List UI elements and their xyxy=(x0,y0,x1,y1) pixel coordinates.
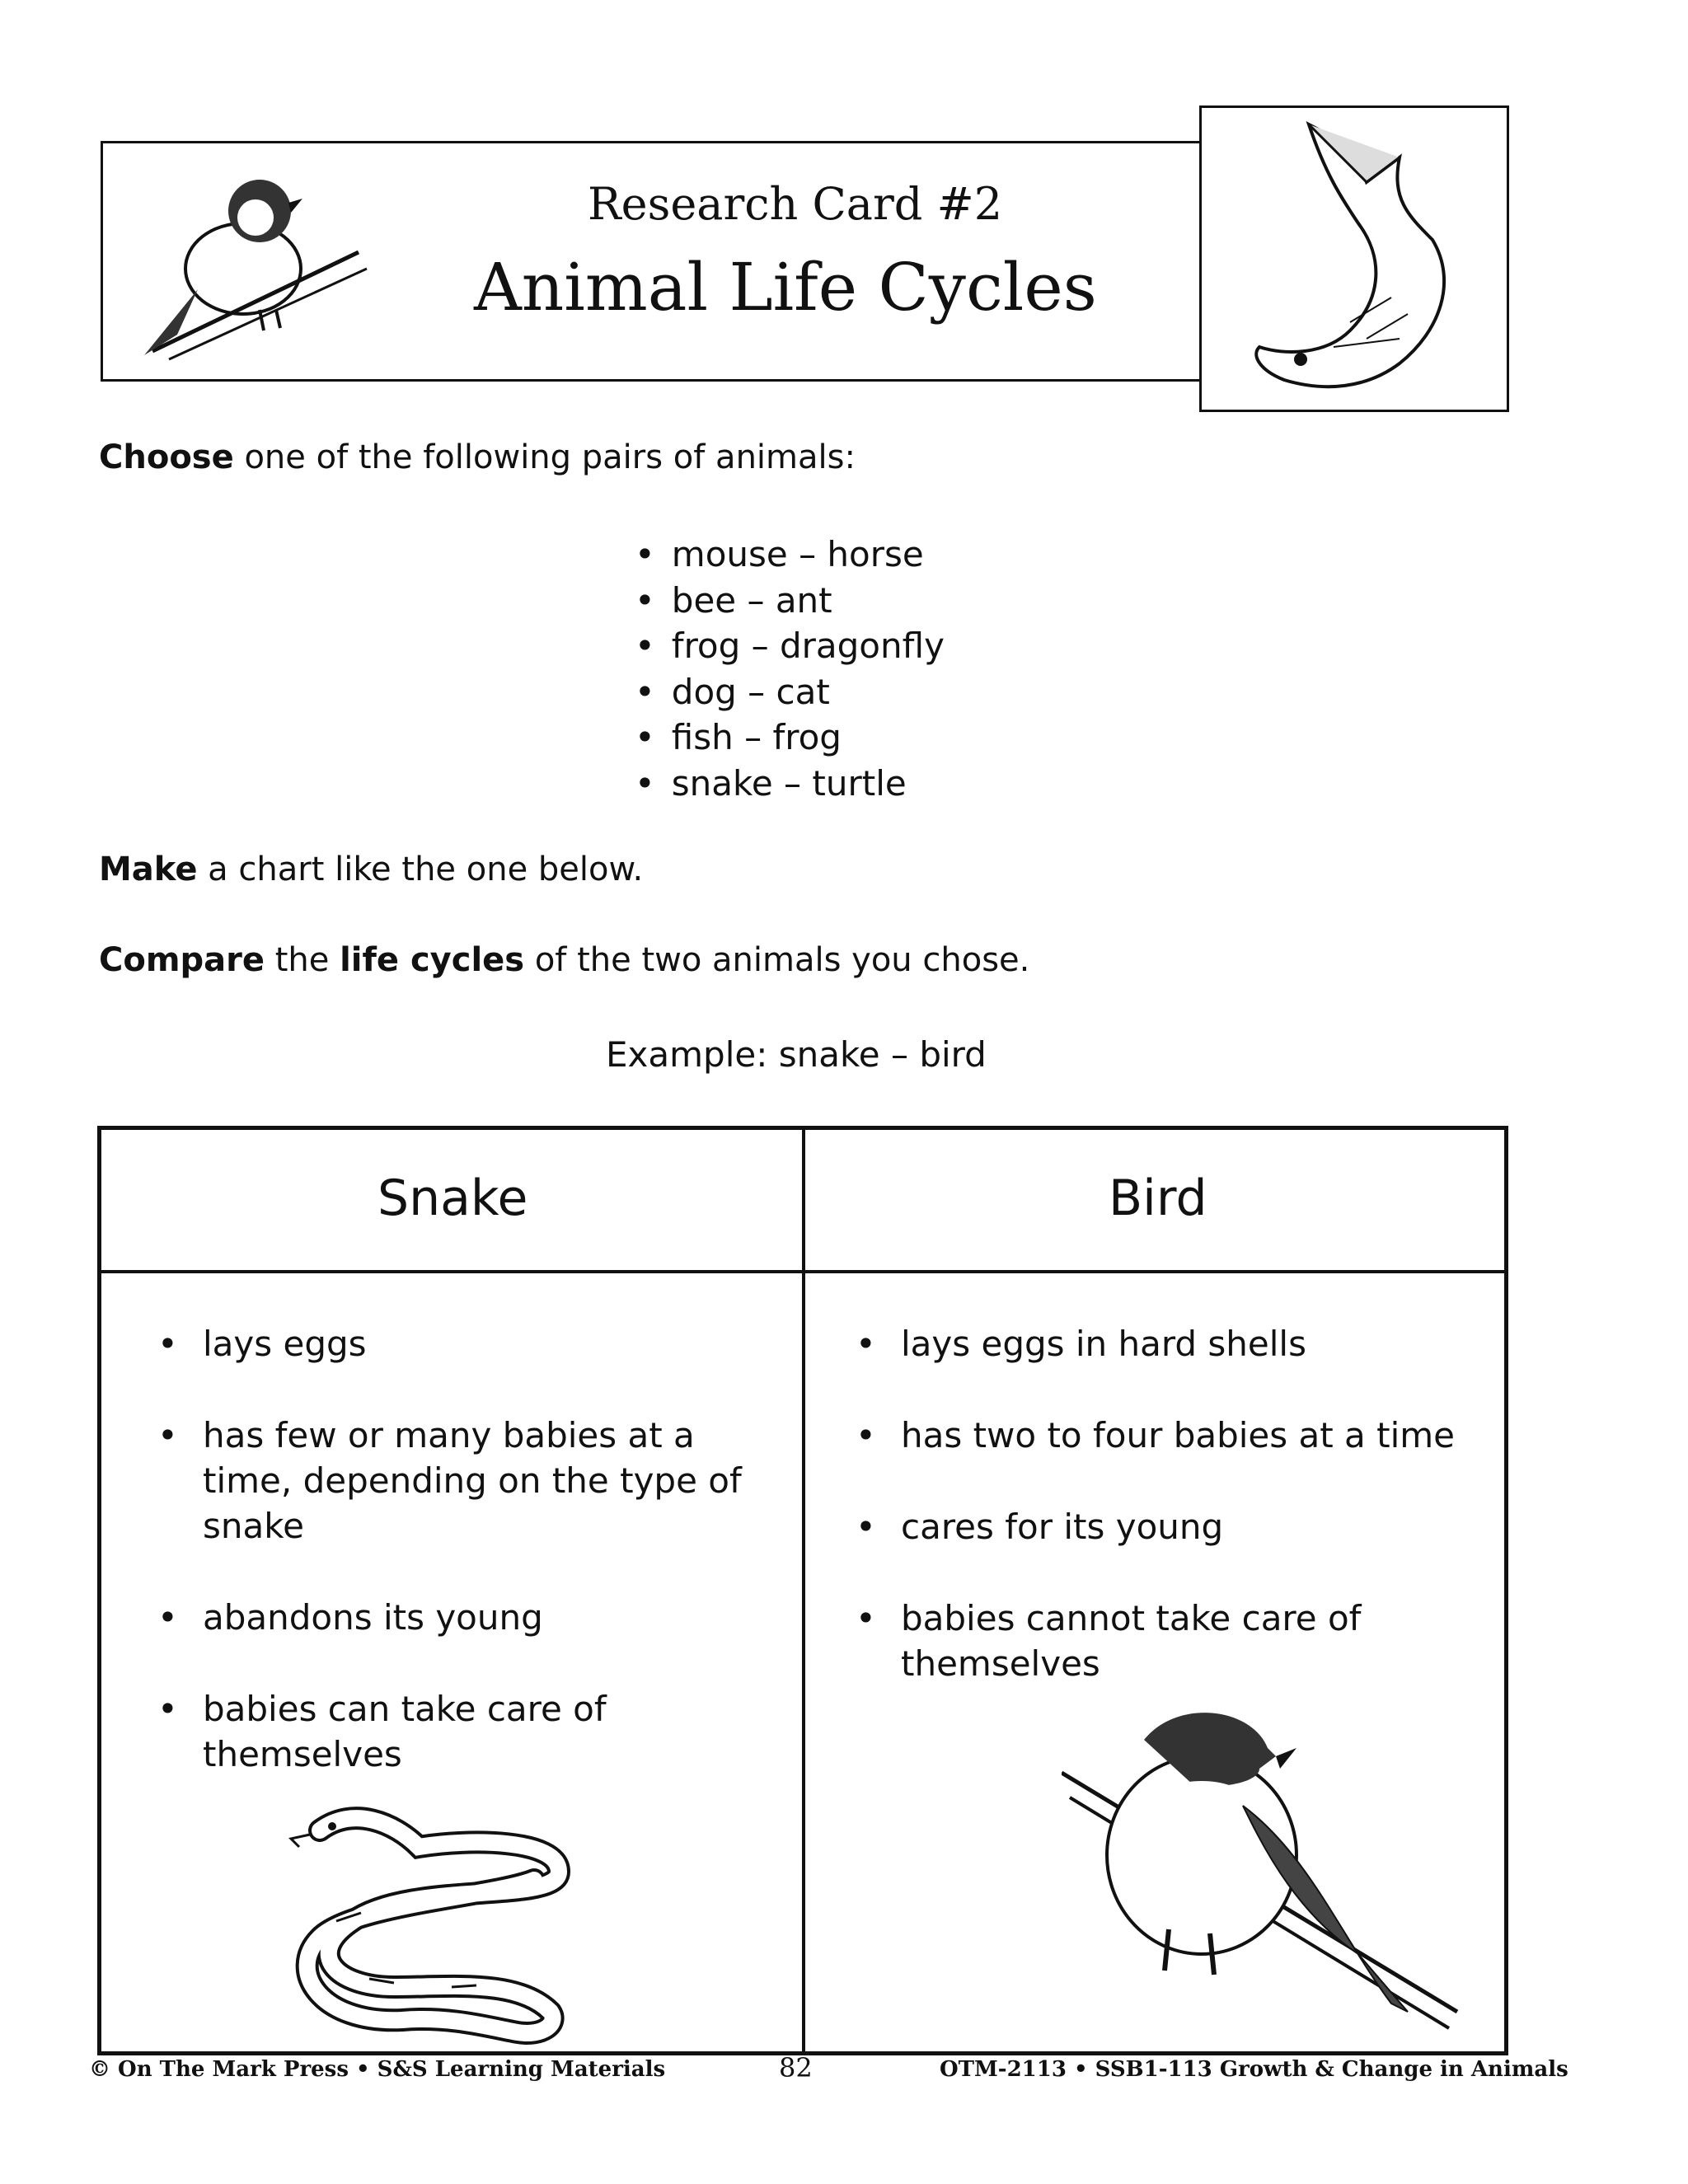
compare-instruction xyxy=(99,941,1029,979)
list-item: • lays eggs in hard shells xyxy=(856,1321,1482,1366)
list-item: • cares for its young xyxy=(856,1504,1482,1549)
bird-facts xyxy=(856,1321,1482,1732)
animal-pairs-list xyxy=(635,532,945,806)
choose-instruction xyxy=(99,438,856,476)
list-item: • has few or many babies at a time, depending on the type of snake xyxy=(157,1413,751,1549)
choose-text: one of the following pairs of animals: xyxy=(233,438,856,476)
list-item: • fish – frog xyxy=(635,715,945,761)
chickadee-icon xyxy=(1062,1690,1490,2036)
list-item: • snake – turtle xyxy=(635,761,945,807)
make-bold: Make xyxy=(99,851,198,888)
series-footer: OTM-2113 • SSB1-113 Growth & Change in Animals xyxy=(940,2057,1568,2082)
list-item: • abandons its young xyxy=(157,1595,751,1640)
copyright-footer: © On The Mark Press • S&S Learning Materials xyxy=(89,2057,666,2082)
example-label: Example: snake – bird xyxy=(606,1034,987,1075)
compare-bold: Compare xyxy=(99,941,265,979)
make-instruction xyxy=(99,851,643,888)
make-text: a chart like the one below. xyxy=(197,851,644,888)
list-item: • frog – dragonfly xyxy=(635,623,945,669)
header-divider xyxy=(101,1270,1504,1273)
list-item: • bee – ant xyxy=(635,578,945,624)
fish-illustration-box xyxy=(1199,105,1509,412)
bird-heading: Bird xyxy=(1109,1169,1207,1227)
page-number: 82 xyxy=(779,2052,813,2083)
snake-facts xyxy=(157,1321,751,1823)
list-item: • mouse – horse xyxy=(635,532,945,578)
list-item: • babies cannot take care of themselves xyxy=(856,1596,1482,1686)
comparison-chart xyxy=(97,1126,1508,2055)
list-item: • dog – cat xyxy=(635,669,945,715)
list-item: • has two to four babies at a time xyxy=(856,1413,1482,1458)
snake-icon xyxy=(287,1789,617,2045)
chickadee-icon xyxy=(120,153,383,376)
list-item: • lays eggs xyxy=(157,1321,751,1366)
life-cycles-bold: life cycles xyxy=(340,941,525,979)
fish-icon xyxy=(1202,108,1507,410)
snake-heading: Snake xyxy=(377,1169,528,1227)
card-title: Animal Life Cycles xyxy=(474,249,1097,326)
card-subtitle: Research Card #2 xyxy=(588,178,1003,230)
list-item: • babies can take care of themselves xyxy=(157,1686,751,1777)
compare-mid: the xyxy=(265,941,340,979)
compare-text: of the two animals you chose. xyxy=(524,941,1030,979)
column-divider xyxy=(802,1130,805,2051)
choose-bold: Choose xyxy=(99,438,234,476)
title-banner xyxy=(101,141,1205,382)
